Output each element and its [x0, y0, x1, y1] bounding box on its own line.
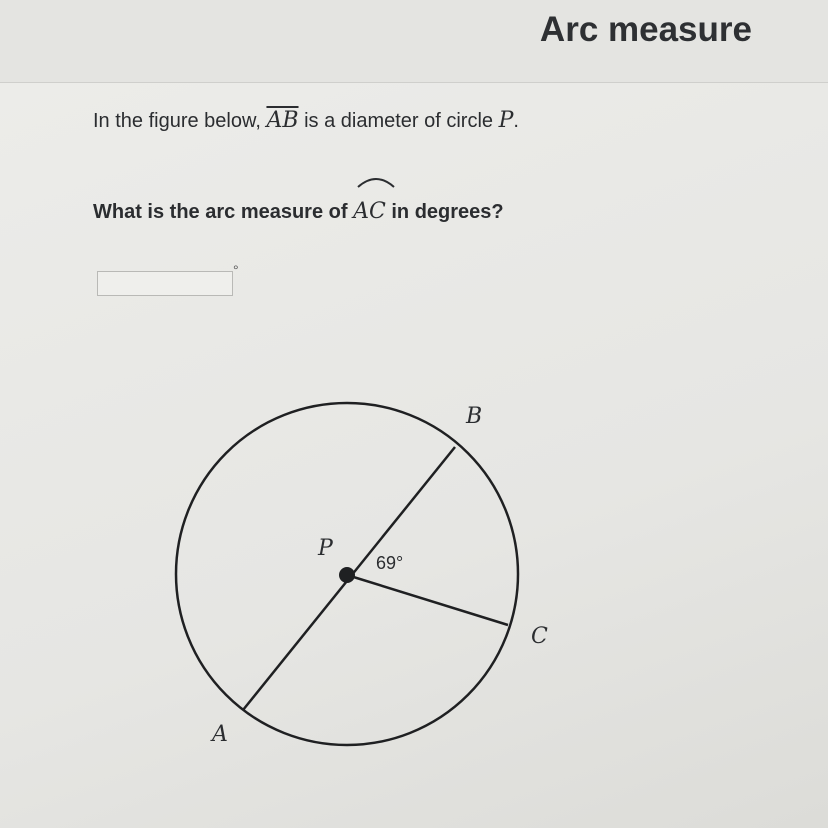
- radius-pc: [347, 575, 508, 625]
- question-text-suffix: .: [513, 110, 519, 132]
- point-label-c: C: [531, 624, 548, 649]
- point-label-b: B: [466, 404, 483, 429]
- question-text-middle: is a diameter of circle: [298, 110, 499, 132]
- center-point-p: [339, 567, 355, 583]
- degree-unit-label: °: [233, 262, 239, 278]
- arc-ac-label: AC: [353, 199, 386, 224]
- question-text-prefix: In the figure below,: [93, 110, 267, 132]
- circle-name-label: P: [498, 108, 514, 133]
- point-label-a: A: [212, 722, 228, 747]
- segment-ab-label: $\overline{AB}$: [266, 108, 299, 133]
- prompt-text-suffix: in degrees?: [385, 201, 504, 223]
- prompt-text-prefix: What is the arc measure of: [93, 201, 354, 223]
- center-label-p: P: [318, 536, 333, 561]
- angle-label: 69°: [376, 553, 404, 573]
- page-title: Arc measure: [539, 10, 752, 49]
